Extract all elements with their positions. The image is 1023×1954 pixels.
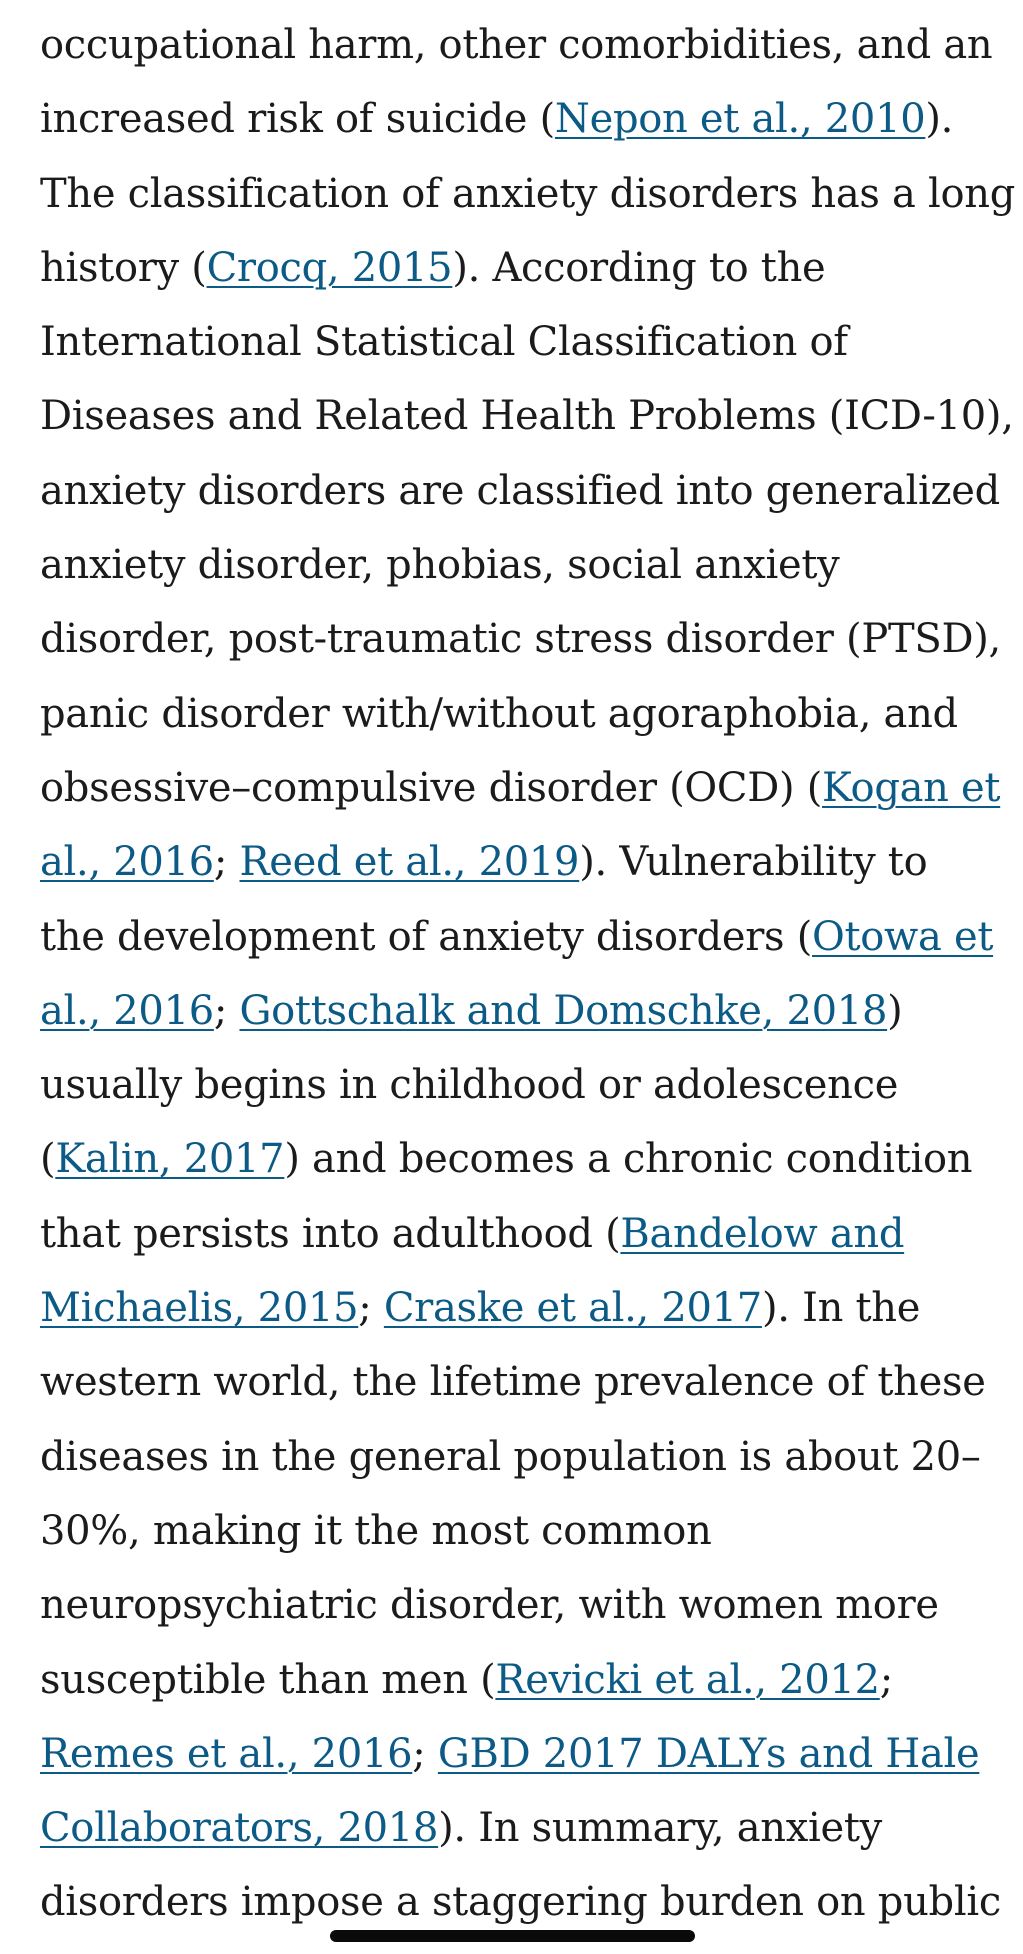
text-line	[40, 751, 1000, 825]
text-segment: occupational harm, other comorbidities, and an	[40, 22, 993, 68]
citation-link[interactable]: Kalin, 2017	[55, 1136, 285, 1183]
text-line	[40, 454, 1000, 528]
text-line	[40, 1494, 1000, 1568]
text-line	[40, 602, 1000, 676]
text-segment: ). Vulnerability to	[579, 839, 928, 886]
citation-link[interactable]: Collaborators, 2018	[40, 1805, 439, 1852]
text-segment: International Statistical Classification of	[40, 319, 848, 366]
text-line	[40, 900, 1000, 974]
text-segment: ;	[358, 1285, 384, 1332]
text-line	[40, 825, 1000, 899]
text-segment: ). According to the	[452, 244, 826, 291]
text-segment: western world, the lifetime prevalence of these	[40, 1359, 986, 1406]
text-segment: susceptible than men (	[40, 1656, 496, 1703]
citation-link[interactable]: Michaelis, 2015	[40, 1285, 359, 1332]
text-segment: ;	[879, 1656, 893, 1703]
text-line	[40, 1865, 1000, 1939]
citation-link[interactable]: Crocq, 2015	[206, 244, 453, 291]
text-segment: anxiety disorder, phobias, social anxiety	[40, 542, 840, 589]
text-line	[40, 8, 1000, 82]
text-segment: (	[40, 1136, 56, 1183]
text-line	[40, 1197, 1000, 1271]
text-segment: ;	[213, 987, 240, 1034]
citation-link[interactable]: Bandelow and	[620, 1210, 905, 1257]
text-segment: 30%, making it the most common	[40, 1507, 712, 1554]
article-body	[40, 8, 1016, 1940]
text-line	[40, 1717, 1000, 1791]
text-line	[40, 1791, 1000, 1865]
text-segment: neuropsychiatric disorder, with women more	[40, 1582, 939, 1629]
citation-link[interactable]: Nepon et al., 2010	[554, 96, 926, 143]
text-segment: ;	[213, 839, 240, 886]
text-segment: ;	[412, 1730, 438, 1777]
citation-link[interactable]: Reed et al., 2019	[239, 839, 580, 886]
text-line	[40, 974, 1000, 1048]
text-segment: The classification of anxiety disorders has a long	[40, 170, 1016, 217]
text-segment: Diseases and Related Health Problems (ICD-10),	[40, 393, 1014, 440]
citation-link[interactable]: al., 2016	[40, 839, 214, 886]
citation-link[interactable]: Kogan et	[822, 764, 1001, 811]
text-line	[40, 1048, 1000, 1122]
home-indicator[interactable]	[330, 1930, 695, 1942]
text-line	[40, 1271, 1000, 1345]
text-line	[40, 379, 1014, 453]
text-segment: )	[887, 987, 903, 1034]
citation-link[interactable]: al., 2016	[40, 987, 214, 1034]
text-segment: ) and becomes a chronic condition	[284, 1136, 973, 1183]
text-line	[40, 1568, 1000, 1642]
text-segment: disorder, post-traumatic stress disorder (PTSD),	[40, 616, 1001, 663]
text-segment: history (	[40, 244, 207, 291]
text-line	[40, 1345, 1000, 1419]
text-segment: obsessive–compulsive disorder (OCD) (	[40, 764, 823, 811]
text-line	[40, 1643, 1000, 1717]
text-line	[40, 1420, 1000, 1494]
text-line	[40, 82, 1000, 156]
text-line	[40, 528, 1000, 602]
text-segment: that persists into adulthood (	[40, 1210, 621, 1257]
text-line	[40, 677, 1000, 751]
citation-link[interactable]: Otowa et	[812, 913, 994, 960]
text-segment: increased risk of suicide (	[40, 96, 555, 143]
citation-link[interactable]: Gottschalk and Domschke, 2018	[239, 987, 888, 1034]
text-line	[40, 305, 1000, 379]
text-segment: anxiety disorders are classified into generalized	[40, 467, 1000, 514]
citation-link[interactable]: Remes et al., 2016	[40, 1730, 413, 1777]
text-segment: the development of anxiety disorders (	[40, 913, 812, 960]
text-segment: usually begins in childhood or adolescence	[40, 1062, 899, 1109]
text-segment: panic disorder with/without agoraphobia, and	[40, 690, 958, 737]
citation-link[interactable]: GBD 2017 DALYs and Hale	[437, 1730, 980, 1777]
text-line	[40, 231, 1000, 305]
citation-link[interactable]: Revicki et al., 2012	[495, 1656, 880, 1703]
text-line	[40, 1122, 1000, 1196]
text-segment: disorders impose a staggering burden on public	[40, 1879, 1001, 1926]
text-segment: ).	[925, 96, 954, 143]
text-segment: diseases in the general population is about 20–	[40, 1433, 981, 1480]
text-segment: ). In summary, anxiety	[438, 1805, 882, 1852]
text-line	[40, 157, 1016, 231]
text-segment: ). In the	[761, 1285, 921, 1332]
citation-link[interactable]: Craske et al., 2017	[383, 1285, 762, 1332]
